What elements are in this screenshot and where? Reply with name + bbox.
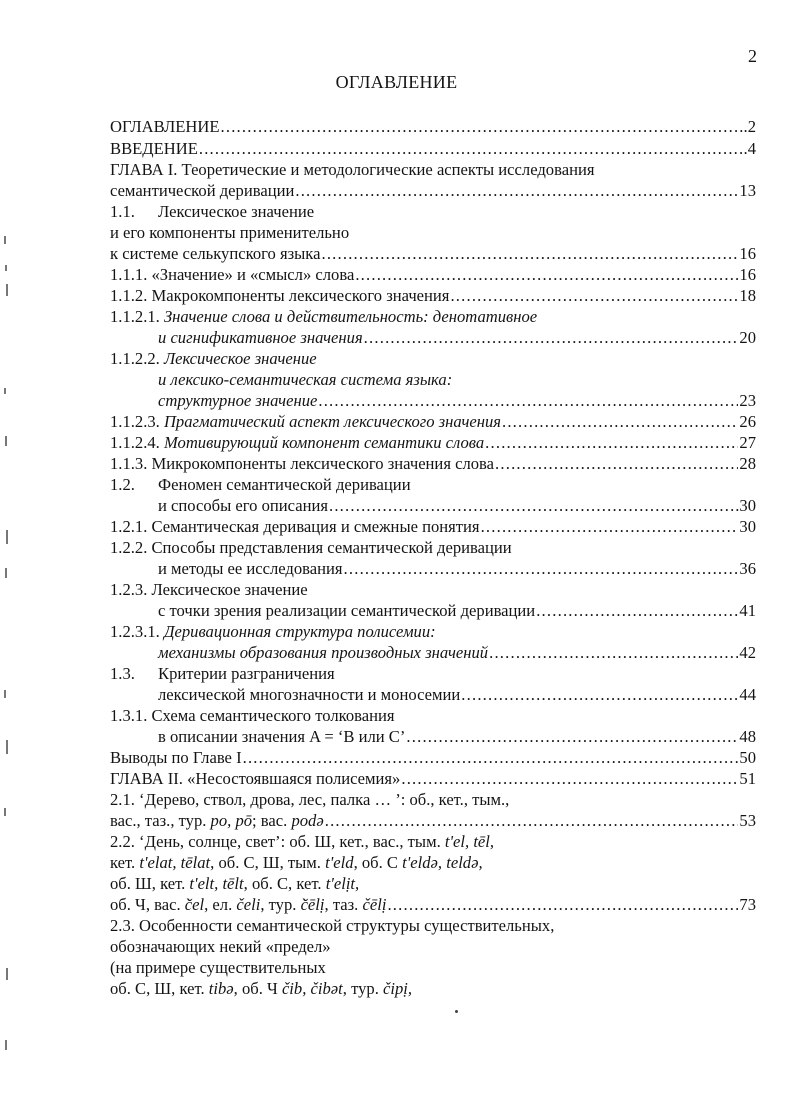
toc-entry[interactable]: 1.3.1. Схема семантического толкования [110, 706, 395, 725]
toc-entry[interactable]: 1.1.2.4. Мотивирующий компонент семантики слова ..... 27 [110, 432, 756, 453]
scan-margin-marks [0, 0, 20, 1093]
toc-entry[interactable]: механизмы образования производных значений ..... 42 [158, 642, 756, 663]
toc-entry[interactable]: 2.3. Особенности семантической структуры существительных, [110, 916, 555, 935]
toc-entry[interactable]: в описании значения A = ‘B или C’ ..... 48 [158, 726, 756, 747]
toc-entry[interactable]: обозначающих некий «предел» [110, 937, 331, 956]
toc-entry[interactable]: 2.2. ‘День, солнце, свет’: об. Ш, кет., вас., тым. t'el, tēl, [110, 832, 495, 851]
toc-entry[interactable]: и методы ее исследования ..... 36 [158, 558, 756, 579]
toc-entry[interactable]: с точки зрения реализации семантической деривации ..... 41 [158, 600, 756, 621]
toc-entry[interactable]: (на примере существительных [110, 958, 326, 977]
toc-entry[interactable]: 1.1. Лексическое значение [110, 202, 315, 221]
toc-entry[interactable]: лексической многозначности и моносемии ..... 44 [158, 684, 756, 705]
toc-entry[interactable]: ГЛАВА I. Теоретические и методологические аспекты исследования [110, 160, 595, 179]
toc-entry[interactable]: и его компоненты применительно [110, 223, 350, 242]
toc-entry[interactable]: кет. t'elat, tēlat, об. С, Ш, тым. t'eld, об. С t'eldə, teldə, [110, 853, 483, 872]
toc-entry[interactable]: об. Ш, кет. t'elt, tēlt, об. С, кет. t'elịt, [110, 874, 360, 893]
toc-entry[interactable]: 1.2.3. Лексическое значение [110, 580, 308, 599]
toc-entry[interactable]: вас., таз., тур. po, pō; вас. podə ..... 53 [110, 810, 756, 831]
document-title: ОГЛАВЛЕНИЕ [335, 72, 458, 92]
toc-entry[interactable]: 2.1. ‘Дерево, ствол, дрова, лес, палка … ’: об., кет., тым., [110, 790, 510, 809]
toc-entry[interactable]: Выводы по Главе I ..... 50 [110, 747, 756, 768]
toc-entry[interactable]: и сигнификативное значения ..... 20 [158, 327, 756, 348]
toc-entry[interactable]: 1.2.1. Семантическая деривация и смежные понятия ..... 30 [110, 516, 756, 537]
toc-entry[interactable]: 1.1.3. Микрокомпоненты лексического значения слова ..... 28 [110, 453, 756, 474]
toc-entry[interactable]: 1.1.2.1. Значение слова и действительность: денотативное [110, 307, 538, 326]
toc-entry[interactable]: семантической деривации ..... 13 [110, 180, 756, 201]
toc-entry[interactable]: 1.1.2. Макрокомпоненты лексического значения ..... 18 [110, 285, 756, 306]
toc-entry[interactable]: ОГЛАВЛЕНИЕ ..... .2 [110, 116, 756, 137]
toc-entry[interactable]: 1.2. Феномен семантической деривации [110, 475, 411, 494]
toc-entry[interactable]: 1.3. Критерии разграничения [110, 664, 335, 683]
toc-entry[interactable]: 1.1.1. «Значение» и «смысл» слова ..... 16 [110, 264, 756, 285]
page-number: 2 [748, 46, 757, 66]
toc-entry[interactable]: 1.1.2.2. Лексическое значение [110, 349, 317, 368]
toc-entry[interactable]: к системе селькупского языка ..... 16 [110, 243, 756, 264]
toc-entry[interactable]: об. С, Ш, кет. tibə, об. Ч čib, čibət, тур. čipị, [110, 979, 413, 998]
toc-entry[interactable]: структурное значение ..... 23 [158, 390, 756, 411]
toc-entry[interactable]: и способы его описания ..... .30 [158, 495, 756, 516]
toc-entry[interactable]: 1.2.2. Способы представления семантической деривации [110, 538, 512, 557]
toc-entry[interactable]: ГЛАВА II. «Несостоявшаяся полисемия» ..... 51 [110, 768, 756, 789]
toc-entry[interactable]: 1.1.2.3. Прагматический аспект лексического значения ..... 26 [110, 411, 756, 432]
toc-entry[interactable]: об. Ч, вас. c̆̀el, ел. čeli, тур. c̆̀ēlị, таз. čēlị ..... 73 [110, 894, 756, 915]
toc-entry[interactable]: 1.2.3.1. Деривационная структура полисемии: [110, 622, 436, 641]
toc-entry[interactable]: ВВЕДЕНИЕ ..... .4 [110, 138, 756, 159]
scan-speck [455, 1010, 458, 1013]
toc-entry[interactable]: и лексико-семантическая система языка: [158, 370, 453, 389]
